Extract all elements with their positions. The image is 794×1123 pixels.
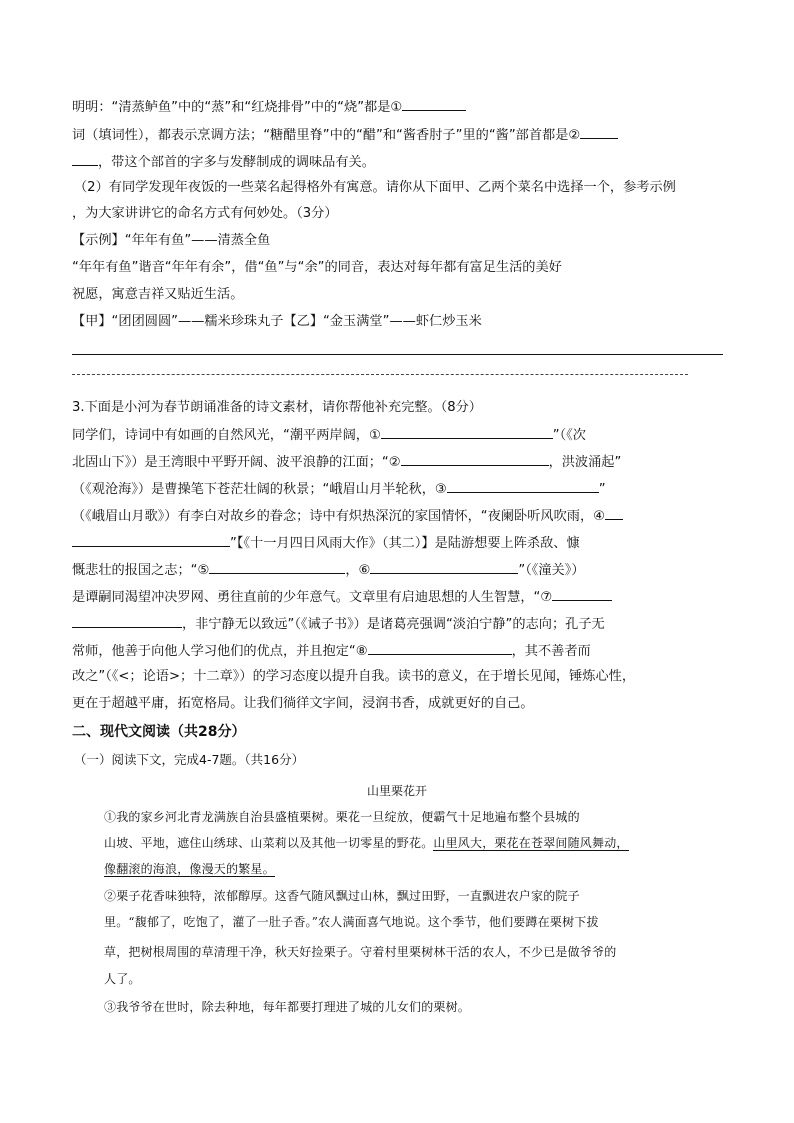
q3-text: 改之”（《<；论语>；十二章》）的学习态度以提升自我。读书的意义，在于增长见闻，锤炼心性， xyxy=(72,669,636,684)
example-text: 祝愿，寓意吉祥又贴近生活。 xyxy=(72,287,244,302)
article-text: 山坡、平地，遮住山绣球、山菜莉以及其他一切零星的野花。 xyxy=(104,836,434,850)
q3-text: ”（《次 xyxy=(552,428,586,443)
answer-blank-1[interactable] xyxy=(402,96,466,111)
q3-line-10 xyxy=(72,640,591,662)
q3-text: 更在于超越平庸，拓宽格局。让我们徜徉文字间，浸润书香，成就更好的自己。 xyxy=(72,696,534,711)
q3-line-7 xyxy=(72,559,585,581)
section-heading xyxy=(72,722,245,742)
paragraph-1-line-3 xyxy=(104,860,275,878)
article-text: ②栗子花香味独特，浓郁醇厚。这香气随风飘过山林，飘过田野，一直飘进农户家的院子 xyxy=(104,889,580,903)
paragraph-3-line-1 xyxy=(104,998,470,1016)
q2-example-label xyxy=(72,231,270,251)
answer-blank-7[interactable] xyxy=(552,586,612,601)
q3-text: 同学们，诗词中有如画的自然风光，“潮平两岸阔，① xyxy=(72,428,381,443)
underlined-sentence: 像翻滚的海浪，像漫天的繁星。 xyxy=(104,862,275,876)
q3-text: 慨悲壮的报国之志；“⑤ xyxy=(72,563,210,578)
underlined-sentence: 山里风大，栗花在苍翠间随风舞动， xyxy=(433,836,629,850)
dish-options: 【甲】“团团圆圆”——糯米珍珠丸子【乙】“金玉满堂”——虾仁炒玉米 xyxy=(72,314,482,329)
paragraph-1-line-1 xyxy=(104,808,580,826)
answer-blank-4[interactable] xyxy=(605,505,623,520)
q3-line-12 xyxy=(72,694,534,714)
example-title: 【示例】“年年有鱼”——清蒸全鱼 xyxy=(72,233,271,248)
q2-example-line-1 xyxy=(72,258,562,278)
q3-line-4 xyxy=(72,478,606,500)
q3-text: ，非宁静无以致远”（《诫子书》）是诸葛亮强调“淡泊宁静”的志向；孔子无 xyxy=(182,617,605,632)
q3-line-9 xyxy=(72,613,605,635)
q3-text: 是谭嗣同渴望冲决罗网、勇往直前的少年意气。文章里有启迪思想的人生智慧，“⑦ xyxy=(72,590,553,605)
article-text: 人了。 xyxy=(104,972,141,986)
answer-blank-1[interactable] xyxy=(381,424,553,439)
answer-line-dashed[interactable] xyxy=(72,374,688,375)
article-text: ③我爷爷在世时，除去种地，每年都要打理进了城的儿女们的栗树。 xyxy=(104,1000,471,1014)
section-subheading xyxy=(74,750,304,770)
q3-text: ”（《潼关》） xyxy=(518,563,585,578)
q3-text: ”【《十一月四日风雨大作》（其二）】是陆游想要上阵杀敌、慷 xyxy=(230,536,580,551)
q3-text: 北固山下》）是王湾眼中平野开阔、波平浪静的江面；“② xyxy=(72,455,401,470)
q3-line-3 xyxy=(72,451,621,473)
q3-text: ” xyxy=(598,482,606,497)
answer-blank-2-cont[interactable] xyxy=(72,151,98,166)
q3-line-11 xyxy=(72,667,635,687)
article-title: 山里栗花开 xyxy=(366,784,427,798)
q3-text: ，⑥ xyxy=(345,563,371,578)
q3-heading xyxy=(72,398,482,418)
q2-sub-question: （2）有同学发现年夜饭的一些菜名起得格外有寓意。请你从下面甲、乙两个菜名中选择一个，参考示例 xyxy=(74,180,676,195)
q3-text: ，洪波涌起” xyxy=(548,455,622,470)
q2-text: 明明：“清蒸鲈鱼”中的“蒸”和“红烧排骨”中的“烧”都是① xyxy=(72,100,403,115)
q2-line-3 xyxy=(72,151,375,173)
q3-text: ，其不善者而 xyxy=(511,644,591,659)
answer-blank-6[interactable] xyxy=(370,559,518,574)
q2-options xyxy=(72,312,482,332)
article-text: 里。“馥郁了，吃饱了，灌了一肚子香。”农人满面喜气地说。这个季节，他们要蹲在栗树下拔 xyxy=(104,915,599,929)
answer-blank-3[interactable] xyxy=(447,478,599,493)
q3-line-8 xyxy=(72,586,612,608)
q3-title: 3.下面是小河为春节朗诵准备的诗文素材，请你帮他补充完整。（8分） xyxy=(72,400,482,415)
q3-line-5 xyxy=(72,505,623,527)
answer-line[interactable] xyxy=(72,354,723,355)
article-text: 草，把树根周围的草清理干净，秋天好捡栗子。守着村里栗树林干活的农人，不少已是做爷爷的 xyxy=(104,945,617,959)
q2-line-2 xyxy=(72,124,618,146)
answer-blank-7-cont[interactable] xyxy=(72,613,182,628)
answer-blank-5[interactable] xyxy=(209,559,345,574)
q3-line-2 xyxy=(72,424,586,446)
q3-text: （《观沧海》）是曹操笔下苍茫壮阔的秋景；“峨眉山月半轮秋，③ xyxy=(72,482,447,497)
paragraph-2-line-4 xyxy=(104,970,141,988)
q2-line-4 xyxy=(74,178,676,198)
example-text: “年年有鱼”谐音“年年有余”，借“鱼”与“余”的同音，表达对每年都有富足生活的美好 xyxy=(72,260,562,275)
q2-line-5 xyxy=(72,204,338,224)
q3-text: （《峨眉山月歌》）有李白对故乡的眷念；诗中有炽热深沉的家国情怀，“夜阑卧听风吹雨，④ xyxy=(72,509,605,524)
q2-text: ，为大家讲讲它的命名方式有何妙处。（3分） xyxy=(72,206,338,221)
answer-blank-4-cont[interactable] xyxy=(72,532,230,547)
q2-text: ，带这个部首的字多与发酵制成的调味品有关。 xyxy=(98,155,375,170)
q3-line-6 xyxy=(72,532,580,554)
paragraph-2-line-3 xyxy=(104,943,616,961)
q2-example-line-2 xyxy=(72,285,243,305)
paragraph-2-line-1 xyxy=(104,887,580,905)
answer-blank-8[interactable] xyxy=(368,640,512,655)
paragraph-1-line-2 xyxy=(104,834,629,852)
reading-instructions: （一）阅读下文，完成4-7题。（共16分） xyxy=(74,752,305,767)
q2-line-1 xyxy=(72,96,466,118)
q3-text: 常师，他善于向他人学习他们的优点，并且抱定“⑧ xyxy=(72,644,368,659)
paragraph-2-line-2 xyxy=(104,913,599,931)
article-text: ①我的家乡河北青龙满族自治县盛植栗树。栗花一旦绽放，便霸气十足地遍布整个县城的 xyxy=(104,810,580,824)
section-title: 二、现代文阅读（共28分） xyxy=(72,724,246,740)
q2-text: 词（填词性），都表示烹调方法；“糖醋里脊”中的“醋”和“酱香肘子”里的“酱”部首都是② xyxy=(72,128,581,143)
answer-blank-2[interactable] xyxy=(580,124,618,139)
answer-blank-2[interactable] xyxy=(401,451,549,466)
